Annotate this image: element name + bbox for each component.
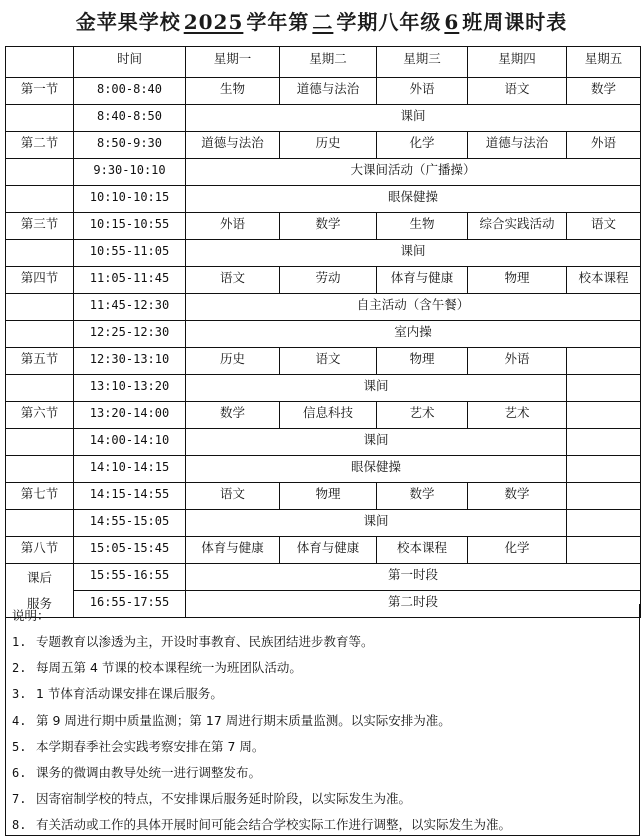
subject-cell: 校本课程 <box>567 267 641 294</box>
time-cell: 14:55-15:05 <box>74 510 186 537</box>
time-cell: 8:00-8:40 <box>74 78 186 105</box>
lesson-row <box>6 267 641 294</box>
time-cell: 8:50-9:30 <box>74 132 186 159</box>
note-item <box>12 789 411 807</box>
note-number: 1. <box>12 635 27 649</box>
page-title <box>0 6 643 35</box>
lesson-row <box>6 348 641 375</box>
subject-cell: 体育与健康 <box>377 267 468 294</box>
time-cell: 15:55-16:55 <box>74 564 186 591</box>
note-item <box>12 632 374 650</box>
subject-cell: 数学 <box>280 213 377 240</box>
time-cell: 11:45-12:30 <box>74 294 186 321</box>
after-school-row <box>6 564 641 591</box>
note-item <box>12 658 302 676</box>
title-text: 学年第 <box>246 10 310 34</box>
subject-cell: 外语 <box>186 213 280 240</box>
header-day: 星期三 <box>377 47 468 78</box>
period-cell: 第一节 <box>6 78 74 105</box>
subject-cell: 数学 <box>186 402 280 429</box>
school-year: 2025 <box>183 10 244 34</box>
period-cell <box>6 375 74 402</box>
period-cell <box>6 321 74 348</box>
subject-cell: 道德与法治 <box>468 132 567 159</box>
subject-cell: 校本课程 <box>377 537 468 564</box>
subject-cell: 艺术 <box>377 402 468 429</box>
break-cell: 课间 <box>186 510 567 537</box>
subject-cell: 道德与法治 <box>186 132 280 159</box>
after-school-label-line: 服务 <box>26 595 52 611</box>
break-cell: 自主活动（含午餐） <box>186 294 641 321</box>
subject-cell: 外语 <box>377 78 468 105</box>
subject-cell <box>567 348 641 375</box>
note-item <box>12 815 511 833</box>
friday-empty-cell <box>567 375 641 402</box>
period-cell: 第八节 <box>6 537 74 564</box>
slot-cell: 第二时段 <box>186 591 641 618</box>
note-text: 第 9 周进行期中质量监测；第 17 周进行期末质量监测。以实际安排为准。 <box>36 712 451 728</box>
subject-cell <box>567 402 641 429</box>
break-cell: 室内操 <box>186 321 641 348</box>
notes-box <box>5 604 640 836</box>
subject-cell: 综合实践活动 <box>468 213 567 240</box>
lesson-row <box>6 132 641 159</box>
lesson-row <box>6 78 641 105</box>
period-cell: 第五节 <box>6 348 74 375</box>
period-cell <box>6 105 74 132</box>
note-number: 4. <box>12 713 27 728</box>
note-item <box>12 711 451 729</box>
timetable <box>5 46 641 618</box>
header-period <box>6 47 74 78</box>
slot-cell: 第一时段 <box>186 564 641 591</box>
period-cell <box>6 510 74 537</box>
time-cell: 13:20-14:00 <box>74 402 186 429</box>
break-row <box>6 159 641 186</box>
header-day: 星期五 <box>567 47 641 78</box>
subject-cell <box>567 537 641 564</box>
subject-cell: 信息科技 <box>280 402 377 429</box>
break-row <box>6 429 641 456</box>
lesson-row <box>6 483 641 510</box>
note-text: 本学期春季社会实践考察安排在第 7 周。 <box>36 738 265 754</box>
break-cell: 课间 <box>186 375 567 402</box>
break-row <box>6 105 641 132</box>
note-item <box>12 763 261 781</box>
subject-cell: 语文 <box>468 78 567 105</box>
break-cell: 眼保健操 <box>186 186 641 213</box>
title-text: 班周课时表 <box>462 10 568 34</box>
header-day: 星期四 <box>468 47 567 78</box>
lesson-row <box>6 402 641 429</box>
note-number: 3. <box>12 687 27 702</box>
break-cell: 课间 <box>186 429 567 456</box>
time-cell: 12:30-13:10 <box>74 348 186 375</box>
break-cell: 大课间活动（广播操） <box>186 159 641 186</box>
notes-heading: 说明： <box>12 608 50 623</box>
time-cell: 14:15-14:55 <box>74 483 186 510</box>
period-cell <box>6 240 74 267</box>
subject-cell: 劳动 <box>280 267 377 294</box>
header-day: 星期二 <box>280 47 377 78</box>
note-text: 专题教育以渗透为主，开设时事教育、民族团结进步教育等。 <box>36 634 374 649</box>
friday-empty-cell <box>567 510 641 537</box>
subject-cell: 体育与健康 <box>186 537 280 564</box>
note-text: 1 节体育活动课安排在课后服务。 <box>36 686 223 702</box>
time-cell: 15:05-15:45 <box>74 537 186 564</box>
break-cell: 眼保健操 <box>186 456 567 483</box>
time-cell: 16:55-17:55 <box>74 591 186 618</box>
note-number: 5. <box>12 739 27 754</box>
lesson-row <box>6 213 641 240</box>
break-cell: 课间 <box>186 240 641 267</box>
subject-cell <box>567 483 641 510</box>
time-cell: 8:40-8:50 <box>74 105 186 132</box>
period-cell: 第三节 <box>6 213 74 240</box>
time-cell: 10:15-10:55 <box>74 213 186 240</box>
class-number: 6 <box>444 10 460 34</box>
note-text: 课务的微调由教导处统一进行调整发布。 <box>36 765 262 780</box>
subject-cell: 物理 <box>468 267 567 294</box>
period-cell <box>6 456 74 483</box>
subject-cell: 数学 <box>468 483 567 510</box>
note-item <box>12 737 264 755</box>
period-cell <box>6 429 74 456</box>
title-text: 学期八年级 <box>336 10 442 34</box>
note-number: 7. <box>12 792 27 807</box>
header-time: 时间 <box>74 47 186 78</box>
subject-cell: 语文 <box>567 213 641 240</box>
period-cell: 第二节 <box>6 132 74 159</box>
subject-cell: 语文 <box>186 267 280 294</box>
subject-cell: 生物 <box>377 213 468 240</box>
period-cell <box>6 186 74 213</box>
time-cell: 14:00-14:10 <box>74 429 186 456</box>
subject-cell: 数学 <box>567 78 641 105</box>
period-cell <box>6 294 74 321</box>
time-cell: 12:25-12:30 <box>74 321 186 348</box>
subject-cell: 体育与健康 <box>280 537 377 564</box>
time-cell: 10:55-11:05 <box>74 240 186 267</box>
subject-cell: 物理 <box>280 483 377 510</box>
period-cell <box>6 159 74 186</box>
note-number: 6. <box>12 766 27 780</box>
subject-cell: 化学 <box>468 537 567 564</box>
subject-cell: 物理 <box>377 348 468 375</box>
break-row <box>6 456 641 483</box>
note-item <box>12 684 223 702</box>
time-cell: 10:10-10:15 <box>74 186 186 213</box>
note-text: 因寄宿制学校的特点，不安排课后服务延时阶段，以实际发生为准。 <box>36 791 412 807</box>
note-text: 有关活动或工作的具体开展时间可能会结合学校实际工作进行调整，以实际发生为准。 <box>36 817 512 833</box>
time-cell: 11:05-11:45 <box>74 267 186 294</box>
period-cell: 第四节 <box>6 267 74 294</box>
subject-cell: 语文 <box>280 348 377 375</box>
friday-empty-cell <box>567 429 641 456</box>
break-row <box>6 510 641 537</box>
note-number: 8. <box>12 818 27 833</box>
subject-cell: 数学 <box>377 483 468 510</box>
break-row <box>6 240 641 267</box>
break-row <box>6 375 641 402</box>
note-number: 2. <box>12 661 27 676</box>
header-day: 星期一 <box>186 47 280 78</box>
break-row <box>6 294 641 321</box>
lesson-row <box>6 537 641 564</box>
friday-empty-cell <box>567 456 641 483</box>
note-text: 每周五第 4 节课的校本课程统一为班团队活动。 <box>36 660 302 676</box>
period-cell: 第六节 <box>6 402 74 429</box>
period-cell: 第七节 <box>6 483 74 510</box>
subject-cell: 外语 <box>468 348 567 375</box>
subject-cell: 历史 <box>186 348 280 375</box>
subject-cell: 艺术 <box>468 402 567 429</box>
break-row <box>6 321 641 348</box>
time-cell: 9:30-10:10 <box>74 159 186 186</box>
after-school-label-line: 课后 <box>26 569 52 585</box>
subject-cell: 化学 <box>377 132 468 159</box>
break-cell: 课间 <box>186 105 641 132</box>
header-row <box>6 47 641 78</box>
term-number: 二 <box>312 10 334 34</box>
time-cell: 14:10-14:15 <box>74 456 186 483</box>
subject-cell: 语文 <box>186 483 280 510</box>
subject-cell: 历史 <box>280 132 377 159</box>
school-name: 金苹果学校 <box>75 10 181 34</box>
time-cell: 13:10-13:20 <box>74 375 186 402</box>
subject-cell: 生物 <box>186 78 280 105</box>
subject-cell: 外语 <box>567 132 641 159</box>
subject-cell: 道德与法治 <box>280 78 377 105</box>
break-row <box>6 186 641 213</box>
